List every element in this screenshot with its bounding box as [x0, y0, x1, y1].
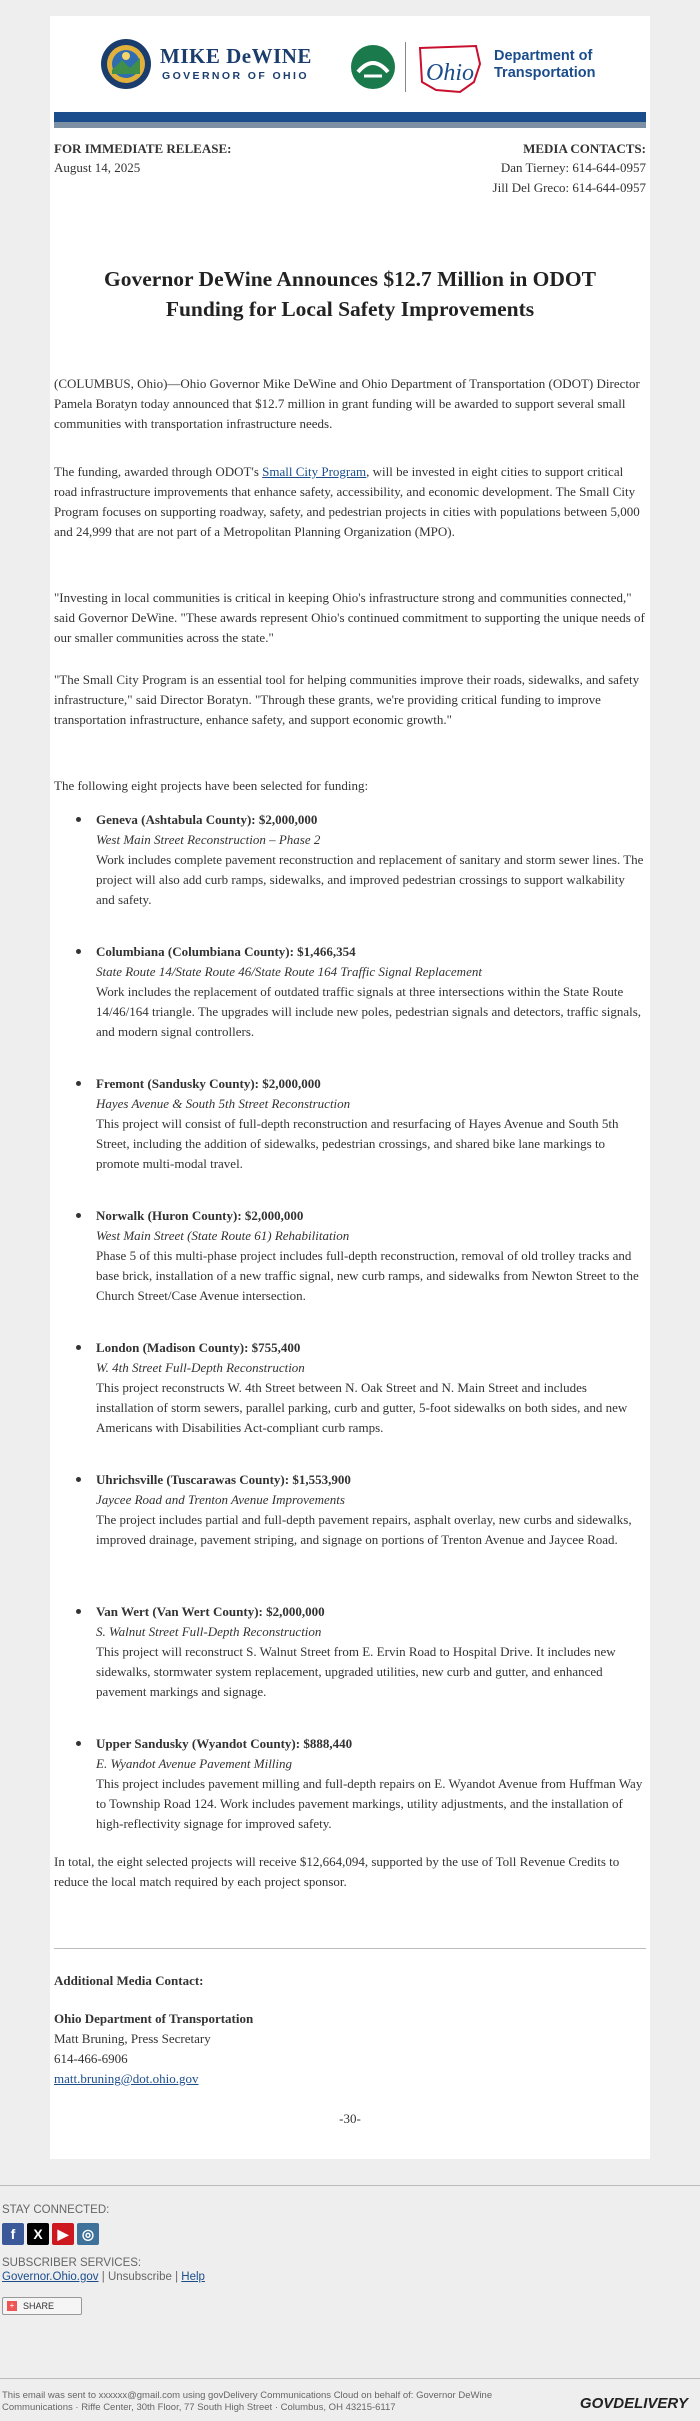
- odot-logo-icon: [350, 44, 396, 90]
- contact-phone: 614-466-6906: [54, 2051, 128, 2066]
- project-description: Phase 5 of this multi-phase project includes full-depth reconstruction, removal of old trolley tracks and base brick, installation of a new traffic signal, new curb ramps, and sidewalks from Newton Street to the Church Street/Case Avenue intersection.: [96, 1248, 639, 1303]
- project-name: Uhrichsville (Tuscarawas County): $1,553,900: [96, 1472, 351, 1487]
- footer-divider-bottom: [0, 2378, 700, 2379]
- project-item: [96, 1734, 646, 1834]
- divider: [54, 1948, 646, 1949]
- project-subtitle: E. Wyandot Avenue Pavement Milling: [96, 1756, 293, 1771]
- stay-connected-label: STAY CONNECTED:: [2, 2204, 110, 2216]
- closing-paragraph: In total, the eight selected projects will receive $12,664,094, supported by the use of Toll Revenue Credits to reduce the local match required by each project sponsor.: [54, 1854, 620, 1889]
- additional-contact-heading: Additional Media Contact:: [54, 1973, 204, 1988]
- project-name: Van Wert (Van Wert County): $2,000,000: [96, 1604, 325, 1619]
- ohio-logo-text: Ohio: [426, 60, 474, 86]
- link-separator: |: [101, 2271, 105, 2283]
- project-name: Geneva (Ashtabula County): $2,000,000: [96, 812, 318, 827]
- project-subtitle: S. Walnut Street Full-Depth Reconstruction: [96, 1624, 322, 1639]
- bullet-icon: [76, 1741, 81, 1746]
- project-description: This project includes pavement milling and full-depth repairs on E. Wyandot Avenue from Huffman Way to Township Road 124. Work includes pavement markings, utility adjustments, and the installation of high-reflectivity signage for improved safety.: [96, 1776, 643, 1831]
- bullet-icon: [76, 1081, 81, 1086]
- bullet-icon: [76, 1213, 81, 1218]
- governor-name: MIKE DeWINE: [160, 44, 312, 68]
- ohio-logo-icon: [416, 42, 488, 96]
- plus-icon: +: [7, 2301, 17, 2311]
- project-name: Columbiana (Columbiana County): $1,466,354: [96, 944, 356, 959]
- project-description: Work includes the replacement of outdated traffic signals at three intersections within the State Route 14/46/164 triangle. The upgrades will include new poles, pedestrian signals and detectors, traffic signals, and modern signal controllers.: [96, 984, 642, 1039]
- release-date: August 14, 2025: [54, 160, 141, 175]
- press-release-card: [50, 16, 650, 2159]
- bullet-icon: [76, 1609, 81, 1614]
- contact-person: Matt Bruning, Press Secretary: [54, 2031, 211, 2046]
- governor-quote: "Investing in local communities is critical in keeping Ohio's infrastructure strong and communities connected," said Governor DeWine. "These awards represent Ohio's continued commitment to supporting the unique needs of our smaller communities across the state.": [54, 590, 645, 645]
- youtube-icon[interactable]: ▶: [52, 2223, 74, 2245]
- unsubscribe-link[interactable]: Unsubscribe: [107, 2271, 172, 2283]
- project-description: This project will consist of full-depth reconstruction and resurfacing of Hayes Avenue and South 5th Street, including the addition of sidewalks, pedestrian crossings, and shared bike lane markings to promote multi-modal travel.: [96, 1116, 619, 1171]
- funding-text-end: , will be invested in eight cities to support critical road infrastructure improvements that enhance safety, accessibility, and economic development. The Small City Program focuses on supporting roadway, safety, and pedestrian projects in cities with populations between 5,000 and 24,999 that are not part of a Metropolitan Planning Organization (MPO).: [54, 464, 640, 539]
- media-contacts-label: MEDIA CONTACTS:: [523, 141, 646, 156]
- link-separator: |: [175, 2271, 179, 2283]
- project-name: Norwalk (Huron County): $2,000,000: [96, 1208, 304, 1223]
- footer-links: [2, 2271, 205, 2283]
- project-item: [96, 1338, 646, 1438]
- footer-divider: [0, 2185, 700, 2186]
- logo-divider: [405, 42, 406, 92]
- project-subtitle: Jaycee Road and Trenton Avenue Improvements: [96, 1492, 345, 1507]
- page-title: Governor DeWine Announces $12.7 Million in ODOT Funding for Local Safety Improvements: [104, 267, 596, 321]
- project-name: Fremont (Sandusky County): $2,000,000: [96, 1076, 321, 1091]
- small-city-program-link[interactable]: Small City Program: [262, 464, 367, 479]
- project-description: The project includes partial and full-depth pavement repairs, asphalt overlay, new curbs and sidewalks, improved drainage, pavement striping, and signage on portions of Trenton Avenue and Jaycee Road.: [96, 1512, 632, 1547]
- footer-disclaimer: This email was sent to xxxxxx@gmail.com using govDelivery Communications Cloud on behalf of: Governor DeWine Communications · Riffe Center, 30th Floor, 77 South High Street · Columbus, OH 43215-6117: [2, 2390, 493, 2413]
- project-item: [96, 942, 646, 1042]
- header-logos: [50, 16, 650, 116]
- project-item: [96, 1602, 646, 1702]
- end-mark: -30-: [339, 2111, 361, 2126]
- project-description: Work includes complete pavement reconstruction and replacement of sanitary and storm sewer lines. The project will also add curb ramps, sidewalks, and improved pedestrian crossings to support walkability and safety.: [96, 852, 644, 907]
- project-subtitle: West Main Street (State Route 61) Rehabilitation: [96, 1228, 350, 1243]
- bullet-icon: [76, 817, 81, 822]
- project-item: [96, 1470, 646, 1550]
- media-contact-2: Jill Del Greco: 614-644-0957: [492, 180, 646, 195]
- dept-line1: Department of: [494, 48, 593, 64]
- project-subtitle: West Main Street Reconstruction – Phase 2: [96, 832, 321, 847]
- funding-paragraph: [54, 462, 646, 542]
- help-link[interactable]: Help: [181, 2271, 205, 2283]
- media-contact-1: Dan Tierney: 614-644-0957: [500, 160, 646, 175]
- contact-email-link[interactable]: matt.bruning@dot.ohio.gov: [54, 2071, 199, 2086]
- bullet-icon: [76, 1477, 81, 1482]
- project-subtitle: State Route 14/State Route 46/State Route 164 Traffic Signal Replacement: [96, 964, 482, 979]
- govdelivery-logo[interactable]: GOVDELIVERY: [579, 2395, 688, 2412]
- share-button[interactable]: [2, 2297, 82, 2315]
- facebook-icon[interactable]: f: [2, 2223, 24, 2245]
- projects-intro: The following eight projects have been selected for funding:: [54, 778, 369, 793]
- governor-site-link[interactable]: Governor.Ohio.gov: [2, 2271, 99, 2283]
- instagram-icon[interactable]: ◎: [77, 2223, 99, 2245]
- bullet-icon: [76, 1345, 81, 1350]
- director-quote: "The Small City Program is an essential tool for helping communities improve their roads, sidewalks, and safety infrastructure," said Director Boratyn. "Through these grants, we're providing critical funding to improve transportation infrastructure, enhance safety, and support economic growth.": [54, 672, 640, 727]
- project-subtitle: W. 4th Street Full-Depth Reconstruction: [96, 1360, 305, 1375]
- project-item: [96, 810, 646, 910]
- project-subtitle: Hayes Avenue & South 5th Street Reconstruction: [96, 1096, 351, 1111]
- project-name: London (Madison County): $755,400: [96, 1340, 301, 1355]
- contact-org: Ohio Department of Transportation: [54, 2011, 254, 2026]
- project-name: Upper Sandusky (Wyandot County): $888,440: [96, 1736, 353, 1751]
- header-band-navy: [54, 112, 646, 122]
- subscriber-services-label: SUBSCRIBER SERVICES:: [2, 2257, 142, 2269]
- dept-name: [494, 48, 596, 82]
- governor-title: GOVERNOR OF OHIO: [162, 70, 309, 82]
- project-item: [96, 1206, 646, 1306]
- project-description: This project reconstructs W. 4th Street between N. Oak Street and N. Main Street and includes installation of storm sewers, parallel parking, curb and gutter, 5-foot sidewalks on both sides, and new Americans with Disabilities Act-compliant curb ramps.: [96, 1380, 628, 1435]
- dept-line2: Transportation: [494, 65, 596, 81]
- intro-paragraph: (COLUMBUS, Ohio)—Ohio Governor Mike DeWine and Ohio Department of Transportation (ODOT) Director Pamela Boratyn today announced that $12.7 million in grant funding will be awarded to support several small communities with transportation infrastructure needs.: [54, 376, 640, 431]
- ohio-seal-icon: [100, 38, 152, 90]
- x-icon[interactable]: X: [27, 2223, 49, 2245]
- bullet-icon: [76, 949, 81, 954]
- release-label: FOR IMMEDIATE RELEASE:: [54, 141, 232, 156]
- header-band-gray: [54, 122, 646, 128]
- share-label: SHARE: [23, 2301, 55, 2311]
- project-description: This project will reconstruct S. Walnut Street from E. Ervin Road to Hospital Drive. It includes new sidewalks, stormwater system replacement, upgraded utilities, new curb and gutter, and enhanced pavement markings and signage.: [96, 1644, 616, 1699]
- project-item: [96, 1074, 646, 1174]
- funding-text-start: The funding, awarded through ODOT's: [54, 464, 263, 479]
